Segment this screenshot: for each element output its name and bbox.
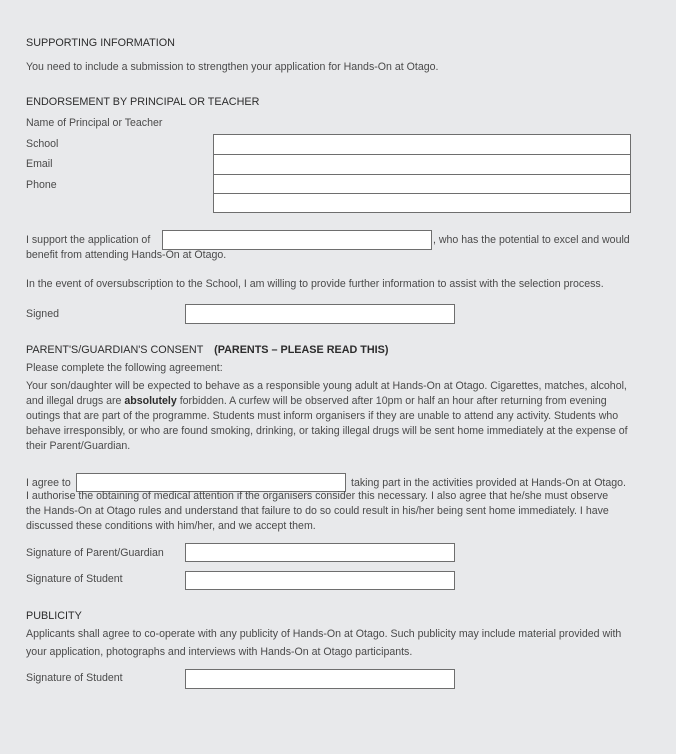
support-line-2: benefit from attending Hands-On at Otago.	[26, 249, 227, 261]
publicity-line2: your application, photographs and interviews with Hands-On at Otago participants.	[26, 646, 413, 658]
email-label: Email	[26, 158, 53, 170]
consent-p1-line2-end: forbidden. A curfew will be observed after 10pm or half an hour after returning from evening	[176, 395, 607, 407]
publicity-heading: PUBLICITY	[26, 610, 82, 622]
student-signature-label: Signature of Student	[26, 573, 123, 585]
consent-p2-line1: I authorise the obtaining of medical attention if the organisers consider this necessary. I also agree that he/she must observe	[26, 490, 609, 502]
consent-p1-line1: Your son/daughter will be expected to behave as a responsible young adult at Hands-On at Otago. Cigarettes, matches, alcohol,	[26, 380, 627, 392]
publicity-student-signature-label: Signature of Student	[26, 672, 123, 684]
principal-name-label: Name of Principal or Teacher	[26, 117, 163, 129]
endorsement-heading: ENDORSEMENT BY PRINCIPAL OR TEACHER	[26, 96, 260, 108]
teacher-signature-field[interactable]	[185, 304, 455, 324]
student-signature-field[interactable]	[185, 571, 455, 590]
consent-emphasis: absolutely	[124, 395, 177, 407]
consent-p1-line5: their Parent/Guardian.	[26, 440, 131, 452]
consent-heading-title: PARENT'S/GUARDIAN'S CONSENT	[26, 344, 204, 356]
phone-field[interactable]	[213, 193, 631, 213]
principal-name-field[interactable]	[213, 134, 631, 155]
school-label: School	[26, 138, 59, 150]
consent-p2-line3: discussed these conditions with him/her, and we accept them.	[26, 520, 316, 532]
phone-label: Phone	[26, 179, 57, 191]
oversubscription-text: In the event of oversubscription to the School, I am willing to provide further information to assist with the selection process.	[26, 278, 604, 290]
consent-intro: Please complete the following agreement:	[26, 362, 223, 374]
signed-label: Signed	[26, 308, 59, 320]
support-suffix: , who has the potential to excel and would	[433, 234, 630, 246]
support-prefix: I support the application of	[26, 234, 151, 246]
parent-signature-label: Signature of Parent/Guardian	[26, 547, 164, 559]
school-field[interactable]	[213, 154, 631, 175]
consent-p1-line3: outings that are part of the programme. Students must inform organisers if they are unable to attend any activity. Students who	[26, 410, 619, 422]
agree-prefix: I agree to	[26, 477, 71, 489]
consent-heading	[26, 344, 388, 356]
student-name-field[interactable]	[162, 230, 432, 250]
publicity-line1: Applicants shall agree to co-operate with any publicity of Hands-On at Otago. Such publicity may include material provided with	[26, 628, 622, 640]
publicity-student-signature-field[interactable]	[185, 669, 455, 689]
consent-p1-line2-start: and illegal drugs are	[26, 395, 125, 407]
parent-signature-field[interactable]	[185, 543, 455, 562]
supporting-text: You need to include a submission to strengthen your application for Hands-On at Otago.	[26, 61, 439, 73]
agree-suffix: taking part in the activities provided at Hands-On at Otago.	[351, 477, 626, 489]
consent-p1-line4: behave irresponsibly, or who are found smoking, drinking, or taking illegal drugs will be sent home immediately at the expense of	[26, 425, 628, 437]
email-field[interactable]	[213, 174, 631, 194]
supporting-heading: SUPPORTING INFORMATION	[26, 37, 175, 49]
consent-heading-note: (PARENTS – PLEASE READ THIS)	[214, 344, 389, 356]
consent-p2-line2: the Hands-On at Otago rules and understand that failure to do so could result in his/her being sent home immediately. I have	[26, 505, 609, 517]
consent-p1-line2	[26, 395, 607, 407]
